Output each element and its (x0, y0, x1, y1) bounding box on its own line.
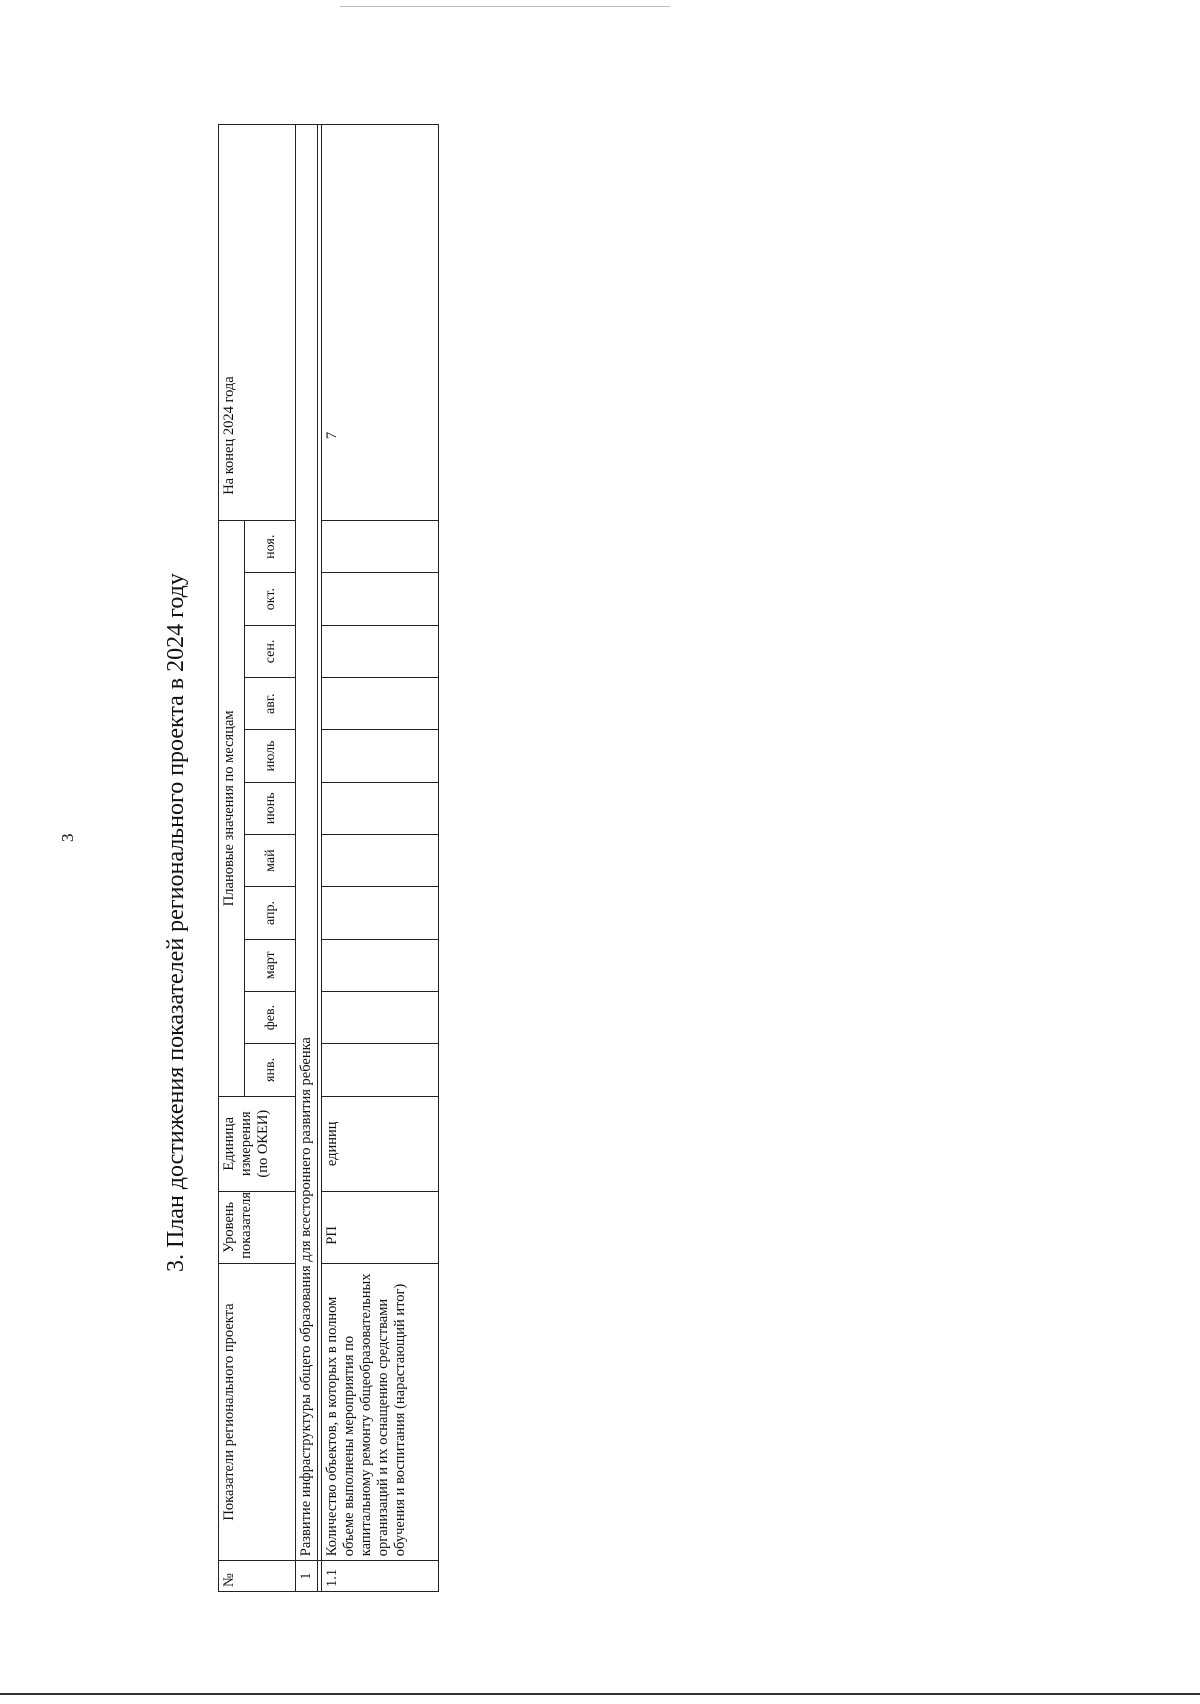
row-month-sep (322, 625, 439, 677)
row-indicator: Количество объектов, в которых в полном объеме выполнены мероприятия по капитальному ремонту общеобразовательных организаций и их оснащению средствами обучения и воспитания (нарастающий итог) (322, 1263, 439, 1560)
row-month-jul (322, 730, 439, 782)
document-title: 3. План достижения показателей регионального проекта в 2024 году (163, 573, 189, 1272)
month-mar: март (245, 939, 296, 991)
row-num: 1.1 (322, 1561, 439, 1592)
header-indicators: Показатели регионального проекта (219, 1263, 296, 1560)
month-jul: июль (245, 730, 296, 782)
row-month-jan (322, 1044, 439, 1096)
top-scan-rule (340, 6, 670, 7)
section-num: 1 (296, 1561, 318, 1592)
header-unit: Единица измерения (по ОКЕИ) (219, 1096, 296, 1191)
section-title: Развитие инфраструктуры общего образования для всестороннего развития ребенка (296, 125, 318, 1561)
indicators-plan-table (218, 124, 439, 1592)
month-sep: сен. (245, 625, 296, 677)
month-jun: июнь (245, 782, 296, 834)
table-row (322, 125, 439, 1592)
month-jan: янв. (245, 1044, 296, 1096)
row-month-aug (322, 678, 439, 730)
header-plan-by-months: Плановые значения по месяцам (219, 521, 245, 1097)
row-level: РП (322, 1191, 439, 1263)
header-num: № (219, 1561, 296, 1592)
row-month-mar (322, 939, 439, 991)
header-year-end: На конец 2024 года (219, 125, 296, 521)
row-month-may (322, 835, 439, 887)
month-apr: апр. (245, 887, 296, 939)
month-may: май (245, 835, 296, 887)
month-aug: авг. (245, 678, 296, 730)
month-oct: окт. (245, 573, 296, 625)
header-row-1 (219, 125, 245, 1592)
month-feb: фев. (245, 991, 296, 1043)
row-month-nov (322, 521, 439, 573)
row-month-feb (322, 991, 439, 1043)
row-month-apr (322, 887, 439, 939)
row-year-end: 7 (322, 125, 439, 521)
section-row (296, 125, 318, 1592)
rotated-landscape-page (163, 124, 503, 1592)
row-month-jun (322, 782, 439, 834)
bottom-scan-rule (0, 1693, 1200, 1695)
row-month-oct (322, 573, 439, 625)
header-level: Уровень показателя (219, 1191, 296, 1263)
row-unit: единиц (322, 1096, 439, 1191)
page-number: 3 (58, 833, 77, 842)
month-nov: ноя. (245, 521, 296, 573)
